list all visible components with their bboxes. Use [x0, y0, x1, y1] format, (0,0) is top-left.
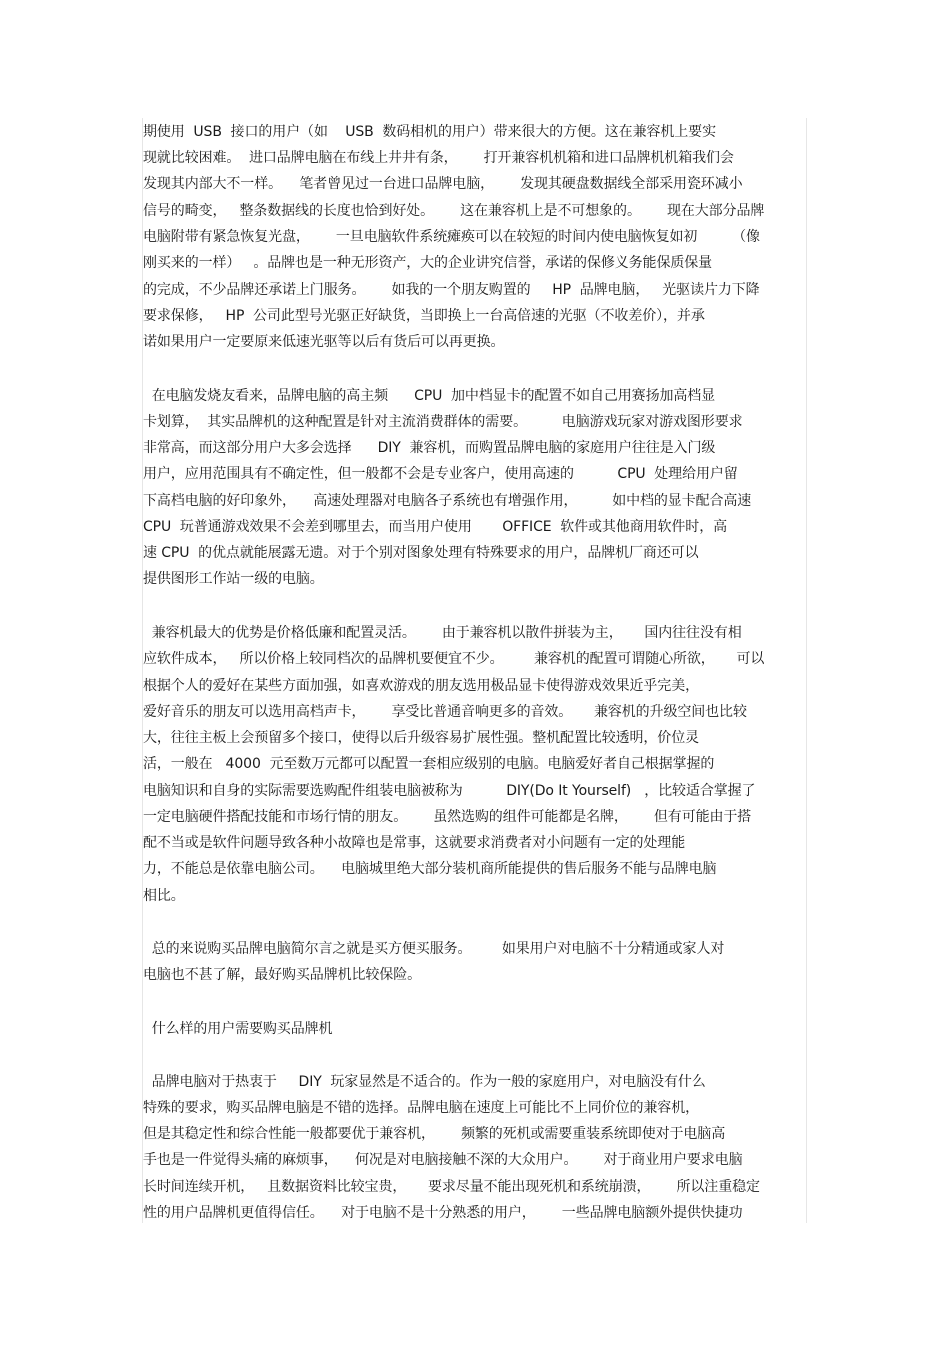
text-line: 信号的畸变， 整条数据线的长度也恰到好处。 这在兼容机上是不可想象的。 现在大部分品牌: [143, 203, 765, 219]
text-line: 大，往往主板上会预留多个接口，使得以后升级容易扩展性强。整机配置比较透明，价位灵: [143, 730, 699, 746]
text-line: 提供图形工作站一级的电脑。: [143, 571, 324, 587]
text-line: 非常高，而这部分用户大多会选择 DIY 兼容机，而购置品牌电脑的家庭用户往往是入门级: [143, 440, 716, 456]
right-margin-rule: [806, 118, 807, 1223]
text-line: 发现其内部大不一样。 笔者曾见过一台进口品牌电脑， 发现其硬盘数据线全部采用瓷环减小: [143, 176, 743, 192]
text-line: 活，一般在 4000 元至数万元都可以配置一套相应级别的电脑。电脑爱好者自己根据掌握的: [143, 756, 715, 772]
text-line: 相比。: [143, 888, 185, 904]
text-line: 电脑附带有紧急恢复光盘， 一旦电脑软件系统瘫痪可以在较短的时间内使电脑恢复如初 （像: [143, 229, 760, 245]
text-line: 应软件成本， 所以价格上较同档次的品牌机要便宜不少。 兼容机的配置可谓随心所欲， 可以: [143, 651, 765, 667]
text-line: 刚买来的一样） 。品牌也是一种无形资产，大的企业讲究信誉，承诺的保修义务能保质保量: [143, 255, 713, 271]
text-line: 兼容机最大的优势是价格低廉和配置灵活。 由于兼容机以散件拼装为主， 国内往往没有相: [143, 625, 742, 641]
text-line: 根据个人的爱好在某些方面加强，如喜欢游戏的朋友选用极品显卡使得游戏效果近乎完美，: [143, 678, 699, 694]
text-line: 手也是一件觉得头痛的麻烦事， 何况是对电脑接触不深的大众用户。 对于商业用户要求电脑: [143, 1152, 743, 1168]
text-line: 长时间连续开机， 且数据资料比较宝贵， 要求尽量不能出现死机和系统崩溃， 所以注重稳定: [143, 1179, 760, 1195]
text-line: 但是其稳定性和综合性能一般都要优于兼容机， 频繁的死机或需要重装系统即使对于电脑高: [143, 1126, 726, 1142]
text-line: 一定电脑硬件搭配技能和市场行情的朋友。 虽然选购的组件可能都是名牌， 但有可能由于搭: [143, 809, 752, 825]
text-line: 要求保修， HP 公司此型号光驱正好缺货，当即换上一台高倍速的光驱（不收差价），并承: [143, 308, 705, 324]
text-line: 性的用户品牌机更值得信任。 对于电脑不是十分熟悉的用户， 一些品牌电脑额外提供快捷功: [143, 1205, 743, 1221]
text-line: 配不当或是软件问题导致各种小故障也是常事，这就要求消费者对小问题有一定的处理能: [143, 835, 686, 851]
text-line: 的完成，不少品牌还承诺上门服务。 如我的一个朋友购置的 HP 品牌电脑， 光驱读片力下降: [143, 282, 760, 298]
text-line: 卡划算， 其实品牌机的这种配置是针对主流消费群体的需要。 电脑游戏玩家对游戏图形要求: [143, 414, 743, 430]
text-line: 电脑也不甚了解，最好购买品牌机比较保险。: [143, 967, 421, 983]
text-line: 电脑知识和自身的实际需要选购配件组装电脑被称为 DIY(Do It Yourself) ，比较适合掌握了: [143, 783, 756, 799]
text-line: 特殊的要求，购买品牌电脑是不错的选择。品牌电脑在速度上可能比不上同价位的兼容机，: [143, 1100, 699, 1116]
text-line: 下高档电脑的好印象外， 高速处理器对电脑各子系统也有增强作用， 如中档的显卡配合高速: [143, 493, 752, 509]
text-line: 品牌电脑对于热衷于 DIY 玩家显然是不适合的。作为一般的家庭用户，对电脑没有什么: [143, 1074, 706, 1090]
text-line: 期使用 USB 接口的用户（如 USB 数码相机的用户）带来很大的方便。这在兼容机上要实: [143, 124, 716, 140]
text-line: 总的来说购买品牌电脑简尔言之就是买方便买服务。 如果用户对电脑不十分精通或家人对: [143, 941, 725, 957]
section-heading: 什么样的用户需要购买品牌机: [143, 1021, 333, 1037]
text-line: 速 CPU 的优点就能展露无遗。对于个别对图象处理有特殊要求的用户，品牌机厂商还可以: [143, 545, 699, 561]
text-line: CPU 玩普通游戏效果不会差到哪里去，而当用户使用 OFFICE 软件或其他商用软件时，高: [143, 519, 727, 535]
text-line: 用户，应用范围具有不确定性，但一般都不会是专业客户，使用高速的 CPU 处理给用户留: [143, 466, 738, 482]
text-line: 力，不能总是依靠电脑公司。 电脑城里绝大部分装机商所能提供的售后服务不能与品牌电脑: [143, 861, 717, 877]
text-line: 在电脑发烧友看来，品牌电脑的高主频 CPU 加中档显卡的配置不如自己用赛扬加高档显: [143, 388, 716, 404]
text-line: 爱好音乐的朋友可以选用高档声卡， 享受比普通音响更多的音效。 兼容机的升级空间也比较: [143, 704, 747, 720]
text-line: 诺如果用户一定要原来低速光驱等以后有货后可以再更换。: [143, 334, 505, 350]
text-line: 现就比较困难。 进口品牌电脑在布线上井井有条， 打开兼容机机箱和进口品牌机机箱我们会: [143, 150, 734, 166]
